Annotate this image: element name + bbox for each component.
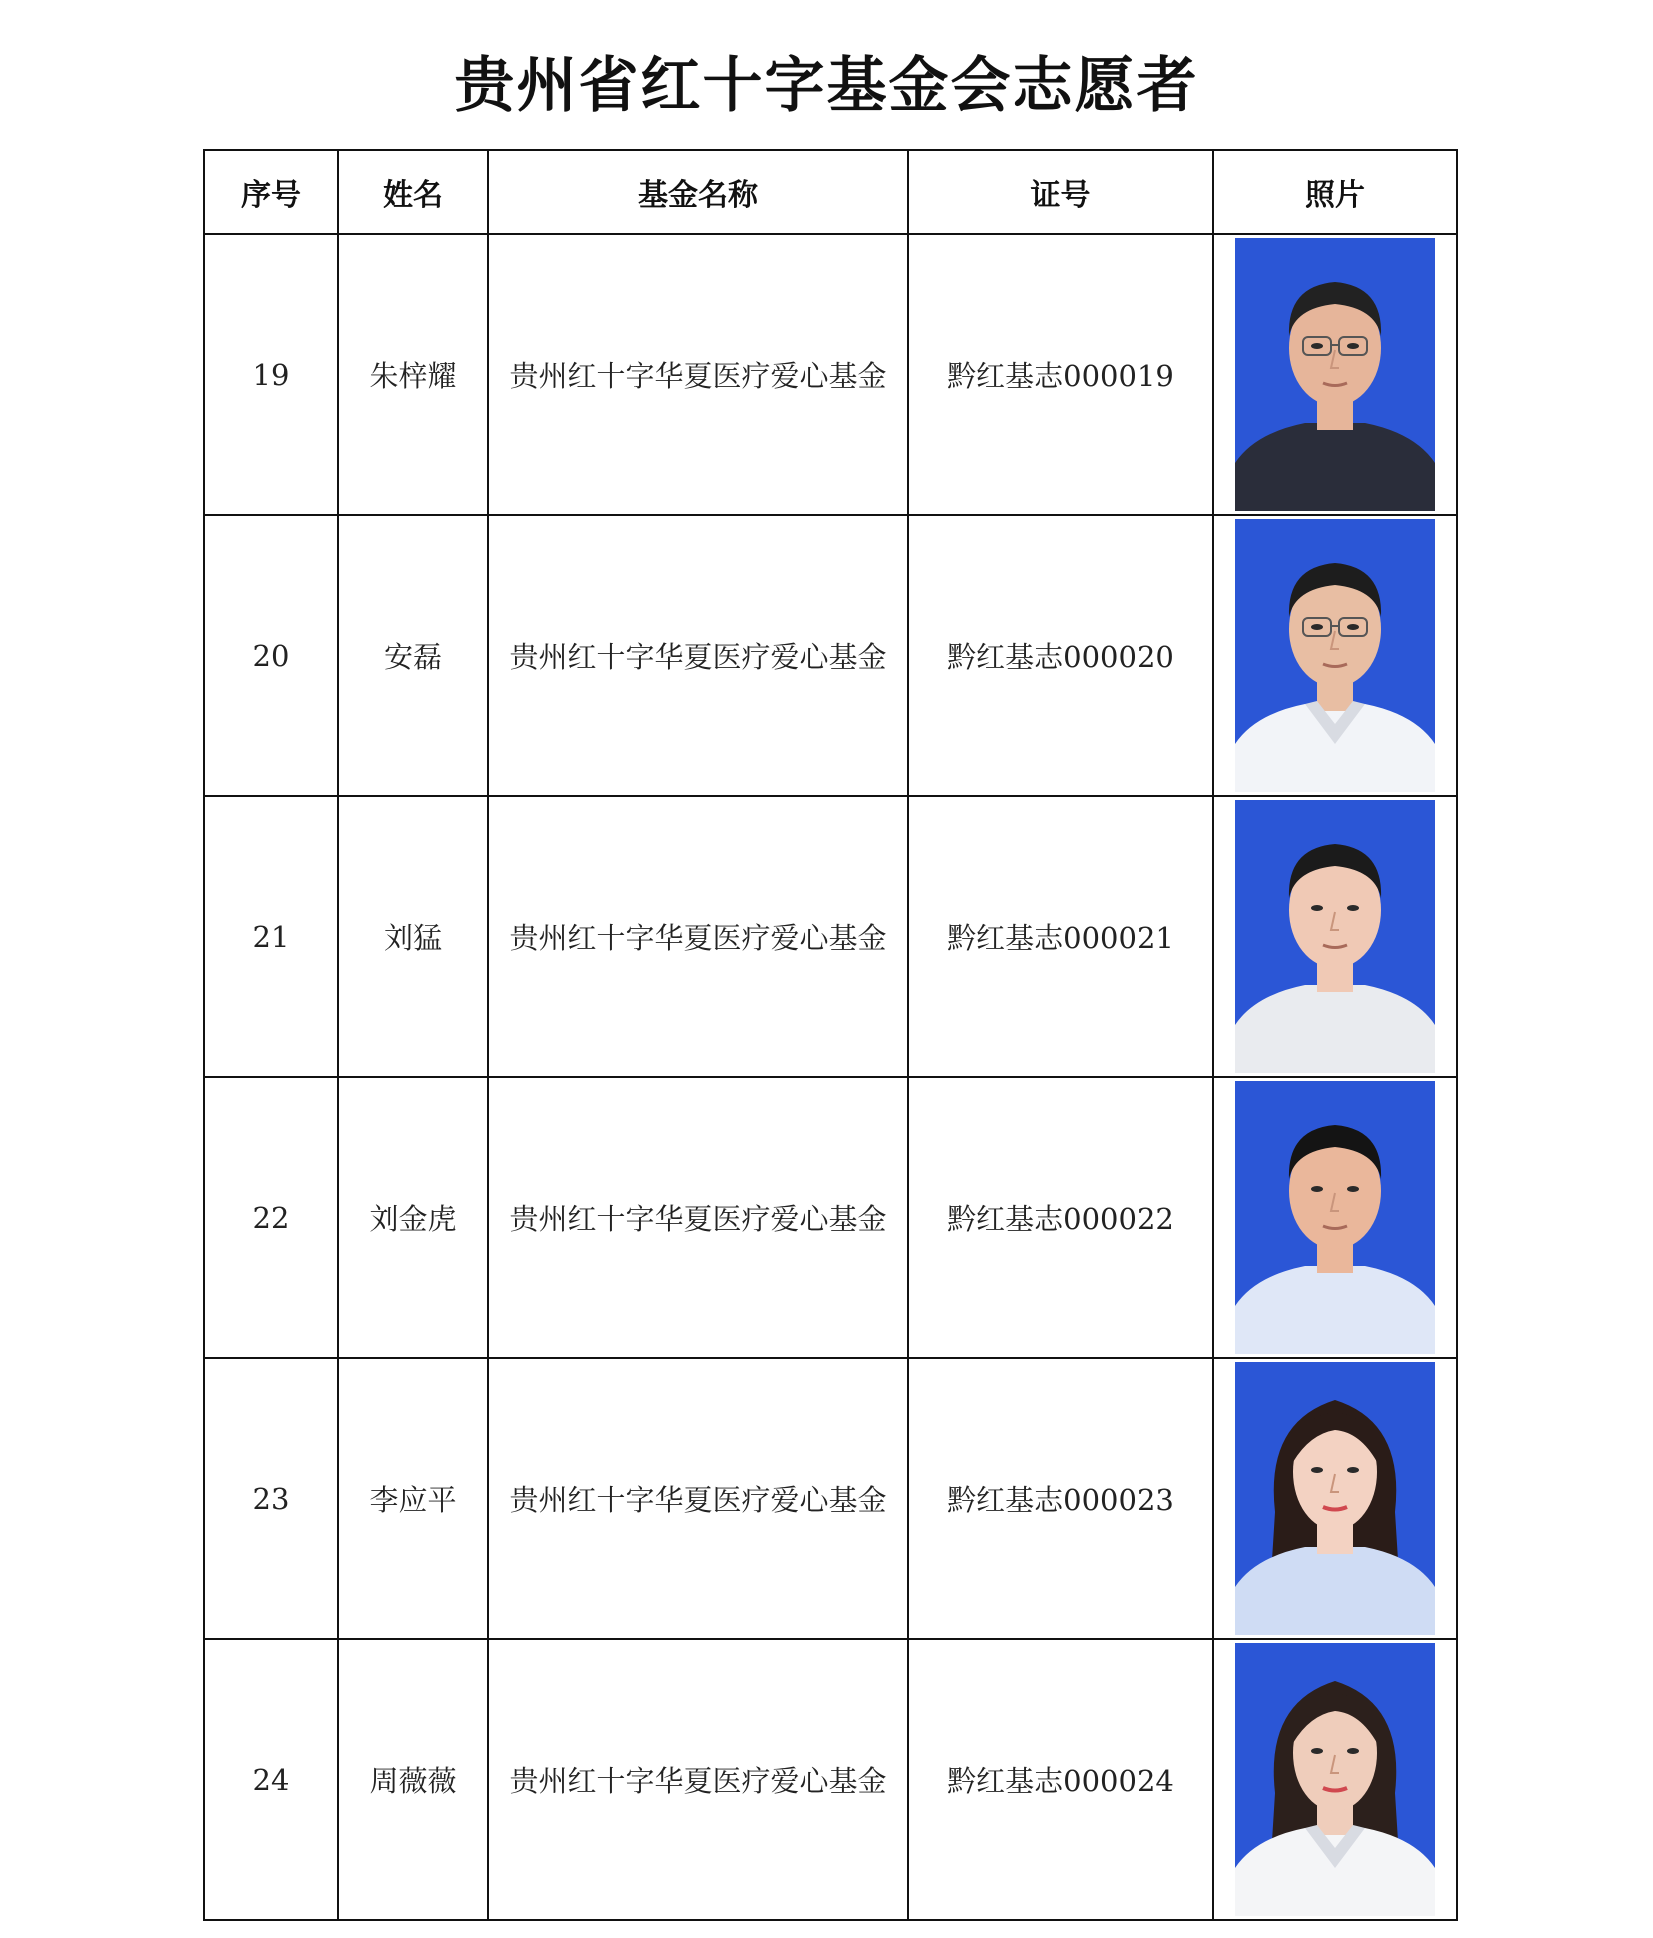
portrait-photo bbox=[1235, 1362, 1435, 1635]
table-row bbox=[204, 234, 1457, 515]
eye-right bbox=[1347, 624, 1359, 630]
cell-cert: 黔红基志000019 bbox=[908, 234, 1213, 515]
header-cert: 证号 bbox=[908, 150, 1213, 234]
cell-index: 22 bbox=[204, 1077, 338, 1358]
eye-right bbox=[1347, 1467, 1359, 1473]
eye-left bbox=[1311, 905, 1323, 911]
cell-fund: 贵州红十字华夏医疗爱心基金 bbox=[488, 1077, 908, 1358]
table-row bbox=[204, 1639, 1457, 1920]
eye-left bbox=[1311, 624, 1323, 630]
header-name: 姓名 bbox=[338, 150, 488, 234]
portrait-photo bbox=[1235, 800, 1435, 1073]
cell-index: 21 bbox=[204, 796, 338, 1077]
cell-photo bbox=[1213, 515, 1457, 796]
header-fund: 基金名称 bbox=[488, 150, 908, 234]
eye-left bbox=[1311, 1748, 1323, 1754]
volunteer-table bbox=[203, 149, 1458, 1921]
header-photo: 照片 bbox=[1213, 150, 1457, 234]
cell-cert: 黔红基志000023 bbox=[908, 1358, 1213, 1639]
cell-cert: 黔红基志000022 bbox=[908, 1077, 1213, 1358]
cell-name: 周薇薇 bbox=[338, 1639, 488, 1920]
table-header-row bbox=[204, 150, 1457, 234]
cell-photo bbox=[1213, 1358, 1457, 1639]
cell-name: 安磊 bbox=[338, 515, 488, 796]
cell-cert: 黔红基志000024 bbox=[908, 1639, 1213, 1920]
cell-index: 23 bbox=[204, 1358, 338, 1639]
cell-fund: 贵州红十字华夏医疗爱心基金 bbox=[488, 1358, 908, 1639]
cell-name: 刘猛 bbox=[338, 796, 488, 1077]
cell-name: 李应平 bbox=[338, 1358, 488, 1639]
cell-name: 刘金虎 bbox=[338, 1077, 488, 1358]
portrait-photo bbox=[1235, 519, 1435, 792]
document-title: 贵州省红十字基金会志愿者 bbox=[454, 51, 1199, 121]
eye-left bbox=[1311, 1467, 1323, 1473]
cell-index: 24 bbox=[204, 1639, 338, 1920]
eye-left bbox=[1311, 1186, 1323, 1192]
cell-fund: 贵州红十字华夏医疗爱心基金 bbox=[488, 515, 908, 796]
portrait-photo bbox=[1235, 1643, 1435, 1916]
cell-photo bbox=[1213, 1639, 1457, 1920]
portrait-photo bbox=[1235, 1081, 1435, 1354]
cell-fund: 贵州红十字华夏医疗爱心基金 bbox=[488, 796, 908, 1077]
cell-cert: 黔红基志000021 bbox=[908, 796, 1213, 1077]
cell-index: 19 bbox=[204, 234, 338, 515]
eye-right bbox=[1347, 1186, 1359, 1192]
portrait-photo bbox=[1235, 238, 1435, 511]
cell-photo bbox=[1213, 796, 1457, 1077]
cell-index: 20 bbox=[204, 515, 338, 796]
table-row bbox=[204, 1358, 1457, 1639]
table-row bbox=[204, 1077, 1457, 1358]
header-index: 序号 bbox=[204, 150, 338, 234]
cell-photo bbox=[1213, 1077, 1457, 1358]
eye-right bbox=[1347, 905, 1359, 911]
table-row bbox=[204, 515, 1457, 796]
cell-fund: 贵州红十字华夏医疗爱心基金 bbox=[488, 1639, 908, 1920]
cell-name: 朱梓耀 bbox=[338, 234, 488, 515]
cell-photo bbox=[1213, 234, 1457, 515]
table-row bbox=[204, 796, 1457, 1077]
eye-right bbox=[1347, 343, 1359, 349]
cell-cert: 黔红基志000020 bbox=[908, 515, 1213, 796]
cell-fund: 贵州红十字华夏医疗爱心基金 bbox=[488, 234, 908, 515]
eye-right bbox=[1347, 1748, 1359, 1754]
eye-left bbox=[1311, 343, 1323, 349]
